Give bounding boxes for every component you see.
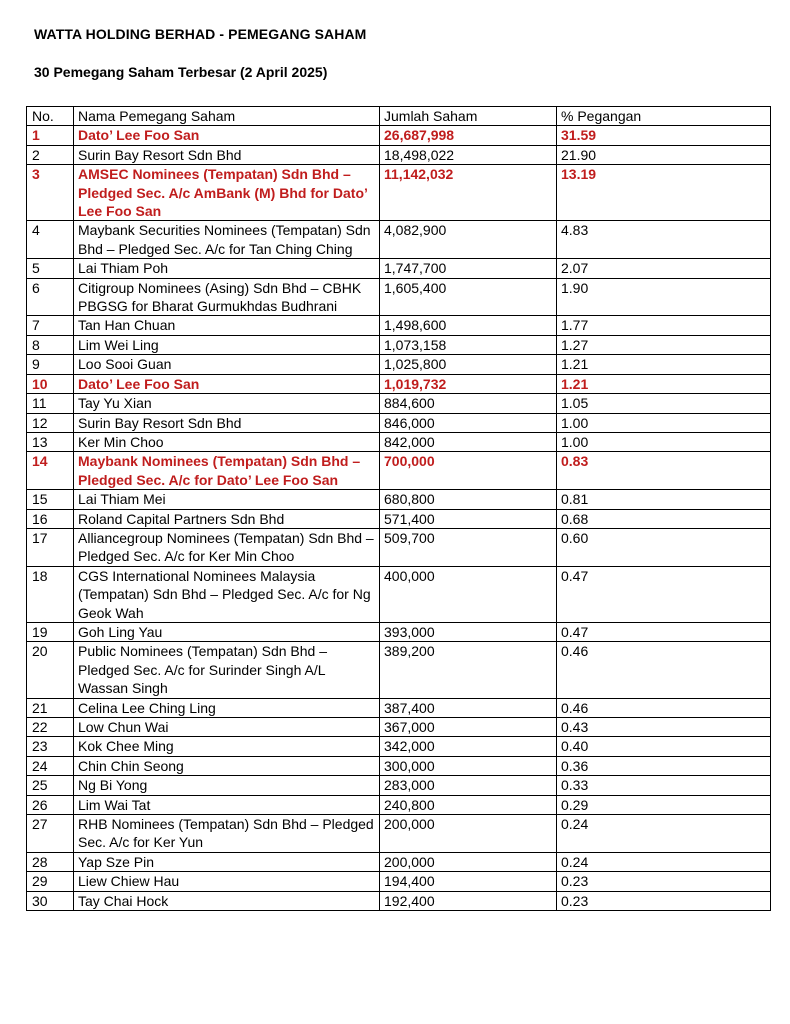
cell-name: Kok Chee Ming — [74, 737, 380, 756]
cell-shares: 300,000 — [380, 756, 557, 775]
cell-percentage: 0.43 — [557, 718, 771, 737]
cell-percentage: 1.21 — [557, 355, 771, 374]
table-row — [27, 872, 771, 891]
table-row — [27, 278, 771, 316]
cell-name: Celina Lee Ching Ling — [74, 698, 380, 717]
cell-no: 3 — [27, 165, 74, 221]
cell-percentage: 0.24 — [557, 852, 771, 871]
table-row — [27, 756, 771, 775]
cell-name: Surin Bay Resort Sdn Bhd — [74, 413, 380, 432]
cell-no: 10 — [27, 374, 74, 393]
table-row — [27, 165, 771, 221]
cell-no: 14 — [27, 452, 74, 490]
table-row — [27, 413, 771, 432]
cell-shares: 387,400 — [380, 698, 557, 717]
cell-shares: 200,000 — [380, 852, 557, 871]
cell-percentage: 31.59 — [557, 126, 771, 145]
table-row — [27, 126, 771, 145]
cell-shares: 680,800 — [380, 490, 557, 509]
cell-no: 21 — [27, 698, 74, 717]
cell-shares: 509,700 — [380, 528, 557, 566]
table-row — [27, 737, 771, 756]
cell-name: Citigroup Nominees (Asing) Sdn Bhd – CBHK PBGSG for Bharat Gurmukhdas Budhrani — [74, 278, 380, 316]
cell-percentage: 1.00 — [557, 413, 771, 432]
cell-percentage: 1.21 — [557, 374, 771, 393]
cell-shares: 4,082,900 — [380, 221, 557, 259]
table-row — [27, 891, 771, 910]
cell-percentage: 1.27 — [557, 335, 771, 354]
cell-no: 19 — [27, 622, 74, 641]
table-row — [27, 718, 771, 737]
cell-shares: 1,498,600 — [380, 316, 557, 335]
cell-name: Public Nominees (Tempatan) Sdn Bhd – Pledged Sec. A/c for Surinder Singh A/L Wassan Singh — [74, 642, 380, 698]
cell-shares: 571,400 — [380, 509, 557, 528]
cell-name: Maybank Nominees (Tempatan) Sdn Bhd – Pledged Sec. A/c for Dato’ Lee Foo San — [74, 452, 380, 490]
cell-shares: 1,073,158 — [380, 335, 557, 354]
cell-shares: 18,498,022 — [380, 145, 557, 164]
cell-percentage: 4.83 — [557, 221, 771, 259]
cell-no: 22 — [27, 718, 74, 737]
cell-shares: 283,000 — [380, 776, 557, 795]
page-subtitle: 30 Pemegang Saham Terbesar (2 April 2025) — [34, 64, 328, 80]
cell-percentage: 0.68 — [557, 509, 771, 528]
cell-name: Tay Yu Xian — [74, 394, 380, 413]
cell-percentage: 0.24 — [557, 815, 771, 853]
table-row — [27, 852, 771, 871]
table-row — [27, 490, 771, 509]
cell-name: AMSEC Nominees (Tempatan) Sdn Bhd – Pledged Sec. A/c AmBank (M) Bhd for Dato’ Lee Foo San — [74, 165, 380, 221]
cell-name: RHB Nominees (Tempatan) Sdn Bhd – Pledged Sec. A/c for Ker Yun — [74, 815, 380, 853]
cell-shares: 846,000 — [380, 413, 557, 432]
cell-no: 4 — [27, 221, 74, 259]
cell-name: Lim Wei Ling — [74, 335, 380, 354]
cell-no: 8 — [27, 335, 74, 354]
cell-shares: 1,747,700 — [380, 259, 557, 278]
table-row — [27, 622, 771, 641]
header-percentage: % Pegangan — [557, 107, 771, 126]
cell-no: 25 — [27, 776, 74, 795]
cell-percentage: 13.19 — [557, 165, 771, 221]
cell-shares: 11,142,032 — [380, 165, 557, 221]
cell-name: Yap Sze Pin — [74, 852, 380, 871]
cell-shares: 342,000 — [380, 737, 557, 756]
shareholders-table — [26, 106, 771, 911]
cell-shares: 700,000 — [380, 452, 557, 490]
cell-percentage: 0.60 — [557, 528, 771, 566]
cell-percentage: 0.46 — [557, 642, 771, 698]
cell-shares: 194,400 — [380, 872, 557, 891]
cell-percentage: 1.90 — [557, 278, 771, 316]
cell-percentage: 0.47 — [557, 566, 771, 622]
header-shares: Jumlah Saham — [380, 107, 557, 126]
table-row — [27, 355, 771, 374]
cell-no: 28 — [27, 852, 74, 871]
table-row — [27, 509, 771, 528]
cell-name: Alliancegroup Nominees (Tempatan) Sdn Bhd – Pledged Sec. A/c for Ker Min Choo — [74, 528, 380, 566]
cell-shares: 1,025,800 — [380, 355, 557, 374]
cell-percentage: 1.05 — [557, 394, 771, 413]
table-row — [27, 432, 771, 451]
cell-no: 23 — [27, 737, 74, 756]
cell-name: Goh Ling Yau — [74, 622, 380, 641]
cell-name: Lim Wai Tat — [74, 795, 380, 814]
cell-no: 9 — [27, 355, 74, 374]
cell-name: Dato’ Lee Foo San — [74, 126, 380, 145]
cell-shares: 393,000 — [380, 622, 557, 641]
cell-percentage: 0.33 — [557, 776, 771, 795]
cell-shares: 1,605,400 — [380, 278, 557, 316]
cell-no: 26 — [27, 795, 74, 814]
cell-no: 15 — [27, 490, 74, 509]
cell-no: 6 — [27, 278, 74, 316]
cell-no: 1 — [27, 126, 74, 145]
cell-percentage: 1.77 — [557, 316, 771, 335]
cell-no: 20 — [27, 642, 74, 698]
table-row — [27, 642, 771, 698]
cell-no: 13 — [27, 432, 74, 451]
cell-no: 12 — [27, 413, 74, 432]
cell-percentage: 0.29 — [557, 795, 771, 814]
cell-name: Loo Sooi Guan — [74, 355, 380, 374]
cell-shares: 240,800 — [380, 795, 557, 814]
table-row — [27, 394, 771, 413]
header-name: Nama Pemegang Saham — [74, 107, 380, 126]
cell-name: Chin Chin Seong — [74, 756, 380, 775]
cell-no: 2 — [27, 145, 74, 164]
page-title: WATTA HOLDING BERHAD - PEMEGANG SAHAM — [34, 26, 367, 42]
cell-percentage: 0.83 — [557, 452, 771, 490]
table-row — [27, 145, 771, 164]
cell-name: Ker Min Choo — [74, 432, 380, 451]
cell-shares: 389,200 — [380, 642, 557, 698]
cell-shares: 884,600 — [380, 394, 557, 413]
table-row — [27, 528, 771, 566]
cell-name: CGS International Nominees Malaysia (Tempatan) Sdn Bhd – Pledged Sec. A/c for Ng Geok Wah — [74, 566, 380, 622]
cell-percentage: 0.23 — [557, 891, 771, 910]
cell-name: Maybank Securities Nominees (Tempatan) Sdn Bhd – Pledged Sec. A/c for Tan Ching Ching — [74, 221, 380, 259]
cell-percentage: 0.46 — [557, 698, 771, 717]
table-body — [27, 126, 771, 911]
cell-no: 27 — [27, 815, 74, 853]
table-row — [27, 259, 771, 278]
table-row — [27, 335, 771, 354]
cell-percentage: 0.36 — [557, 756, 771, 775]
cell-name: Ng Bi Yong — [74, 776, 380, 795]
cell-no: 17 — [27, 528, 74, 566]
cell-no: 29 — [27, 872, 74, 891]
cell-shares: 400,000 — [380, 566, 557, 622]
table-row — [27, 566, 771, 622]
table-row — [27, 815, 771, 853]
cell-percentage: 1.00 — [557, 432, 771, 451]
cell-no: 5 — [27, 259, 74, 278]
cell-no: 16 — [27, 509, 74, 528]
cell-name: Dato’ Lee Foo San — [74, 374, 380, 393]
cell-name: Lai Thiam Mei — [74, 490, 380, 509]
cell-percentage: 0.40 — [557, 737, 771, 756]
cell-percentage: 0.23 — [557, 872, 771, 891]
table-row — [27, 795, 771, 814]
cell-shares: 1,019,732 — [380, 374, 557, 393]
cell-no: 30 — [27, 891, 74, 910]
cell-name: Low Chun Wai — [74, 718, 380, 737]
table-row — [27, 221, 771, 259]
cell-no: 24 — [27, 756, 74, 775]
cell-shares: 367,000 — [380, 718, 557, 737]
header-no: No. — [27, 107, 74, 126]
cell-name: Surin Bay Resort Sdn Bhd — [74, 145, 380, 164]
table-row — [27, 698, 771, 717]
cell-shares: 200,000 — [380, 815, 557, 853]
cell-percentage: 0.81 — [557, 490, 771, 509]
cell-percentage: 21.90 — [557, 145, 771, 164]
table-row — [27, 374, 771, 393]
cell-percentage: 0.47 — [557, 622, 771, 641]
table-row — [27, 452, 771, 490]
cell-shares: 842,000 — [380, 432, 557, 451]
cell-no: 11 — [27, 394, 74, 413]
table-row — [27, 776, 771, 795]
cell-shares: 192,400 — [380, 891, 557, 910]
cell-percentage: 2.07 — [557, 259, 771, 278]
cell-no: 7 — [27, 316, 74, 335]
cell-shares: 26,687,998 — [380, 126, 557, 145]
table-header-row — [27, 107, 771, 126]
cell-name: Liew Chiew Hau — [74, 872, 380, 891]
cell-name: Roland Capital Partners Sdn Bhd — [74, 509, 380, 528]
cell-name: Tay Chai Hock — [74, 891, 380, 910]
cell-no: 18 — [27, 566, 74, 622]
table-row — [27, 316, 771, 335]
cell-name: Tan Han Chuan — [74, 316, 380, 335]
cell-name: Lai Thiam Poh — [74, 259, 380, 278]
